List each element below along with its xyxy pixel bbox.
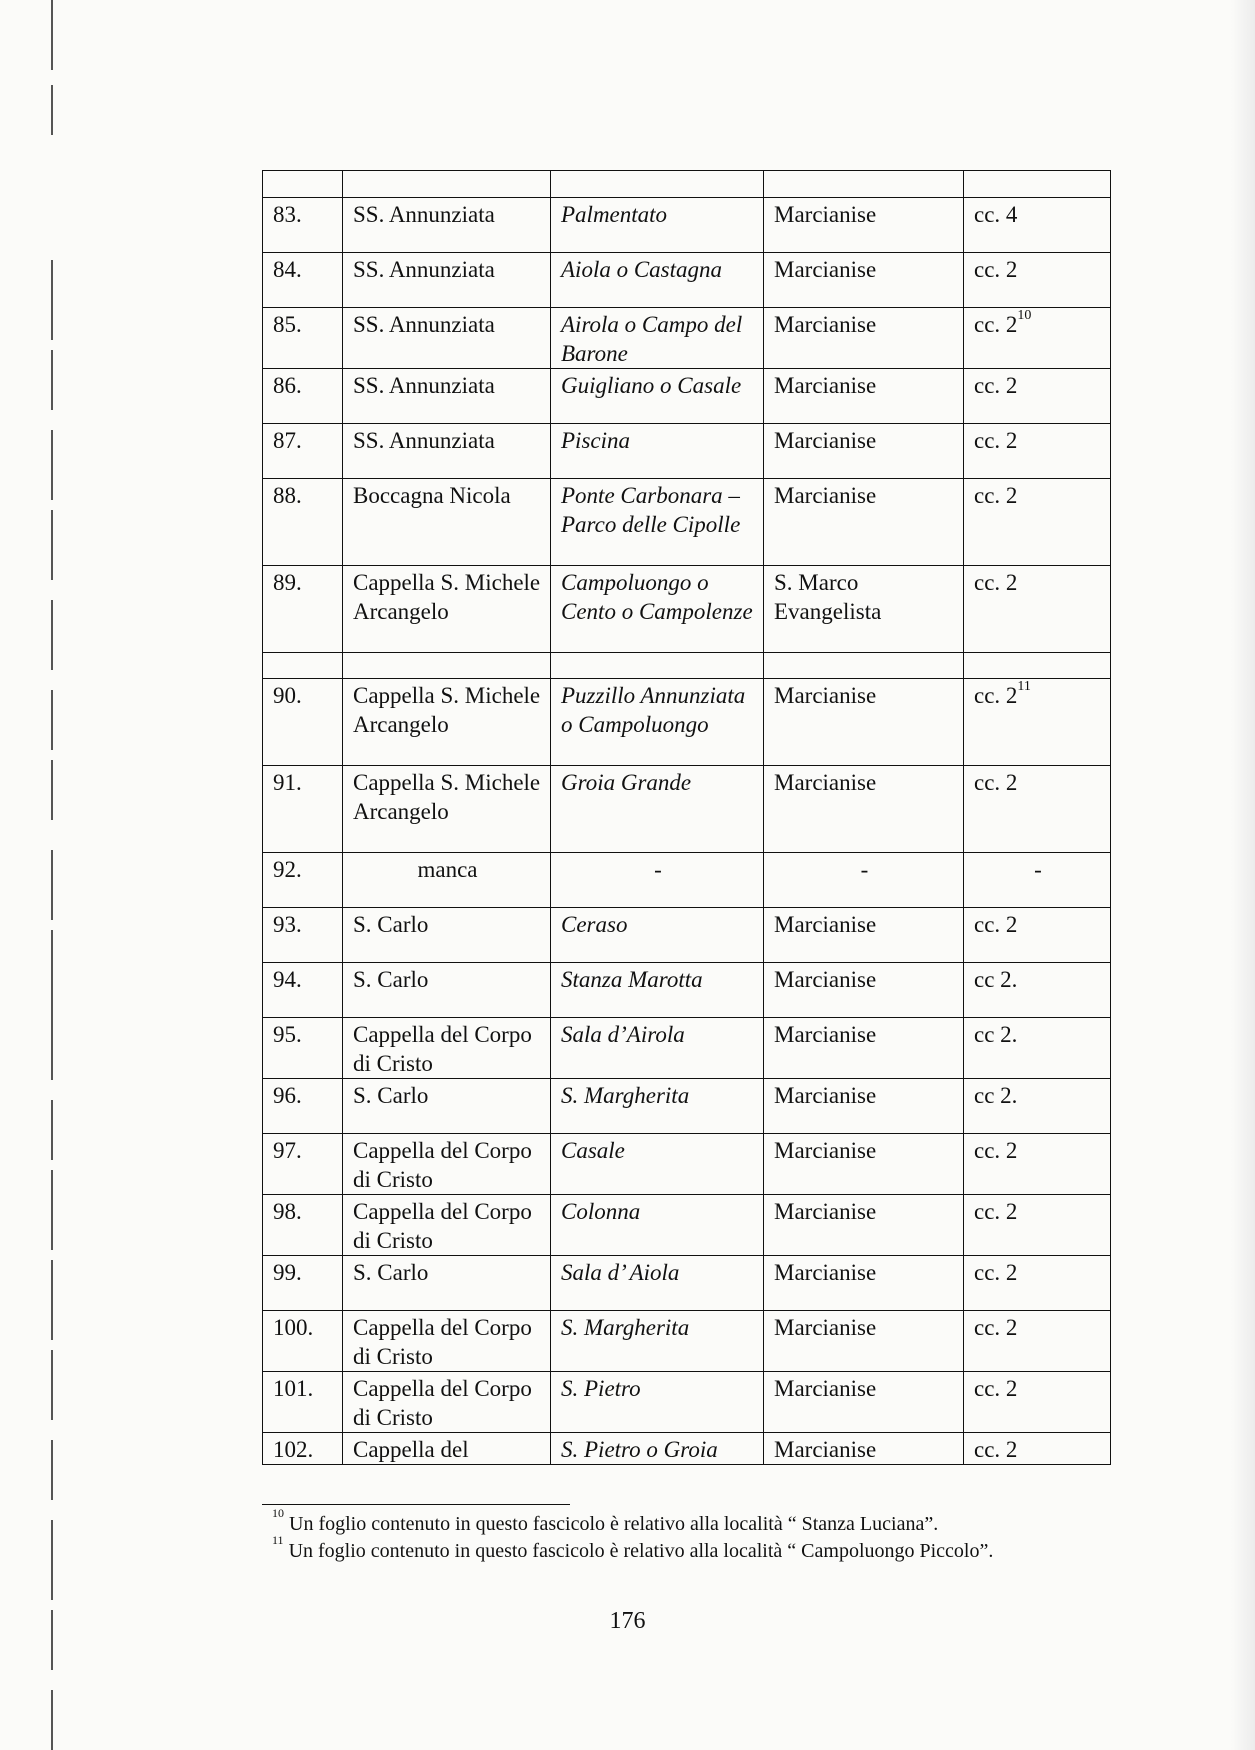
row-owner: [343, 424, 551, 479]
row-sheets: [964, 1018, 1111, 1079]
row-town-text: Marcianise: [774, 912, 877, 937]
row-sheets-text: cc. 2: [974, 570, 1018, 595]
row-locality-text: S. Pietro: [561, 1376, 641, 1401]
row-sheets: [964, 308, 1111, 369]
row-sheets-text: cc. 2: [974, 428, 1018, 453]
table-row: [263, 679, 1111, 766]
row-town: [764, 1018, 964, 1079]
row-sheets: [964, 1311, 1111, 1372]
row-number-text: 102.: [273, 1437, 314, 1462]
footnotes: [272, 1506, 1092, 1565]
row-town-text: Marcianise: [774, 1376, 877, 1401]
row-number-text: 94.: [273, 967, 302, 992]
row-town-text: Marcianise: [774, 770, 877, 795]
footnote-rule: [262, 1504, 570, 1505]
row-town-text: Marcianise: [774, 1260, 877, 1285]
row-owner-text: S. Carlo: [353, 912, 429, 937]
row-sheets: [964, 198, 1111, 253]
footnote-text: Un foglio contenuto in questo fascicolo è relativo alla località “ Campoluongo Piccolo”.: [288, 1540, 994, 1562]
table-row: [263, 1134, 1111, 1195]
row-owner: [343, 1134, 551, 1195]
row-sheets-text: cc 2.: [974, 1083, 1018, 1108]
row-town-text: Marcianise: [774, 1199, 877, 1224]
row-sheets: [964, 1433, 1111, 1465]
table-row: [263, 198, 1111, 253]
row-number-text: 92.: [273, 857, 302, 882]
row-locality: [551, 853, 764, 908]
row-town-text: Marcianise: [774, 1315, 877, 1340]
row-sheets: [964, 1256, 1111, 1311]
row-sheets-text: cc 2.: [974, 1022, 1018, 1047]
row-town: [764, 766, 964, 853]
row-number-text: 97.: [273, 1138, 302, 1163]
row-locality: [551, 369, 764, 424]
table-row: [263, 424, 1111, 479]
row-locality: [551, 253, 764, 308]
row-number: [263, 566, 343, 653]
row-town-text: Marcianise: [774, 428, 877, 453]
row-number-text: 88.: [273, 483, 302, 508]
table-row: [263, 479, 1111, 566]
row-owner: [343, 1256, 551, 1311]
row-owner: [343, 479, 551, 566]
row-sheets-text: cc. 2: [974, 912, 1018, 937]
row-number-text: 101.: [273, 1376, 314, 1401]
row-sheets-text: cc. 2: [974, 373, 1018, 398]
table-row: [263, 963, 1111, 1018]
row-town-text: Marcianise: [774, 1083, 877, 1108]
row-town: [764, 424, 964, 479]
row-locality-text: Stanza Marotta: [561, 967, 703, 992]
row-number-text: 100.: [273, 1315, 314, 1340]
footnote-text: Un foglio contenuto in questo fascicolo è relativo alla località “ Stanza Luciana”.: [289, 1513, 939, 1535]
row-locality: [551, 766, 764, 853]
row-number: [263, 198, 343, 253]
row-owner-text: S. Carlo: [353, 967, 429, 992]
row-owner-text: Cappella S. Michele Arcangelo: [353, 683, 541, 737]
row-owner: [343, 1311, 551, 1372]
row-owner: [343, 198, 551, 253]
row-town: [764, 1372, 964, 1433]
table-row: [263, 566, 1111, 653]
row-locality: [551, 908, 764, 963]
row-owner-text: SS. Annunziata: [353, 202, 495, 227]
row-town-text: S. Marco Evangelista: [774, 570, 882, 624]
row-locality-text: Ponte Carbonara – Parco delle Cipolle: [561, 483, 741, 537]
row-sheets-text: cc. 2: [974, 1199, 1018, 1224]
row-sheets-text: cc 2.: [974, 967, 1018, 992]
row-owner-text: Boccagna Nicola: [353, 483, 511, 508]
row-locality-text: Groia Grande: [561, 770, 692, 795]
footnote: [272, 1506, 1092, 1538]
row-sheets-text: cc. 2: [974, 312, 1018, 337]
row-number-text: 96.: [273, 1083, 302, 1108]
table-row: [263, 1372, 1111, 1433]
row-town: [764, 963, 964, 1018]
table-row: [263, 1256, 1111, 1311]
row-sheets: [964, 479, 1111, 566]
row-sheets-text: cc. 2: [974, 1138, 1018, 1163]
row-number: [263, 1195, 343, 1256]
row-locality-text: -: [654, 857, 662, 882]
footnote-number: 11: [272, 1533, 284, 1548]
row-town: [764, 308, 964, 369]
row-town-text: Marcianise: [774, 1437, 877, 1462]
row-number: [263, 308, 343, 369]
row-owner: [343, 1079, 551, 1134]
row-owner: [343, 853, 551, 908]
row-town-text: Marcianise: [774, 373, 877, 398]
row-owner: [343, 963, 551, 1018]
row-owner-text: SS. Annunziata: [353, 428, 495, 453]
row-town: [764, 1134, 964, 1195]
row-number-text: 91.: [273, 770, 302, 795]
row-locality-text: S. Margherita: [561, 1083, 690, 1108]
row-number: [263, 479, 343, 566]
row-locality-text: Colonna: [561, 1199, 641, 1224]
row-town: [764, 1079, 964, 1134]
row-sheets: [964, 1372, 1111, 1433]
row-number: [263, 679, 343, 766]
row-locality: [551, 1018, 764, 1079]
row-sheets-text: cc. 2: [974, 1437, 1018, 1462]
row-owner: [343, 908, 551, 963]
table-row-blank: [263, 171, 1111, 198]
row-owner-text: SS. Annunziata: [353, 373, 495, 398]
scan-edge-shadow: [1231, 0, 1255, 1750]
row-number-text: 95.: [273, 1022, 302, 1047]
row-owner-text: Cappella del: [353, 1437, 469, 1462]
row-town: [764, 369, 964, 424]
row-number-text: 99.: [273, 1260, 302, 1285]
row-number-text: 87.: [273, 428, 302, 453]
row-number: [263, 853, 343, 908]
row-sheets: [964, 1134, 1111, 1195]
row-owner-text: Cappella S. Michele Arcangelo: [353, 770, 541, 824]
row-town: [764, 198, 964, 253]
row-town-text: Marcianise: [774, 483, 877, 508]
row-owner: [343, 308, 551, 369]
table-row: [263, 1433, 1111, 1465]
row-town-text: -: [860, 857, 869, 882]
row-owner-text: manca: [417, 857, 478, 882]
row-number-text: 84.: [273, 257, 302, 282]
row-number-text: 86.: [273, 373, 302, 398]
row-locality: [551, 198, 764, 253]
row-locality-text: Puzzillo Annunziata o Campoluongo: [561, 683, 746, 737]
footnote: [272, 1533, 1092, 1565]
row-town-text: Marcianise: [774, 312, 877, 337]
footnote-ref: 11: [1017, 679, 1031, 695]
row-locality: [551, 679, 764, 766]
row-locality-text: S. Margherita: [561, 1315, 690, 1340]
row-town: [764, 253, 964, 308]
row-town-text: Marcianise: [774, 1138, 877, 1163]
table-row-blank: [263, 653, 1111, 679]
row-owner: [343, 1372, 551, 1433]
row-number: [263, 1018, 343, 1079]
table-row: [263, 853, 1111, 908]
table-row: [263, 369, 1111, 424]
table-row: [263, 253, 1111, 308]
row-number-text: 85.: [273, 312, 302, 337]
row-owner: [343, 566, 551, 653]
row-locality-text: Airola o Campo del Barone: [561, 312, 743, 366]
row-locality: [551, 963, 764, 1018]
row-sheets-text: cc. 2: [974, 1376, 1018, 1401]
row-locality: [551, 308, 764, 369]
row-locality: [551, 479, 764, 566]
row-town-text: Marcianise: [774, 967, 877, 992]
row-owner: [343, 1018, 551, 1079]
row-number: [263, 1134, 343, 1195]
row-sheets-text: cc. 2: [974, 770, 1018, 795]
row-locality: [551, 1433, 764, 1465]
row-sheets-text: cc. 2: [974, 1315, 1018, 1340]
row-owner: [343, 253, 551, 308]
row-number-text: 93.: [273, 912, 302, 937]
row-number: [263, 766, 343, 853]
row-town: [764, 1256, 964, 1311]
row-sheets: [964, 1079, 1111, 1134]
row-sheets-text: cc. 2: [974, 257, 1018, 282]
row-locality: [551, 1195, 764, 1256]
row-town-text: Marcianise: [774, 1022, 877, 1047]
row-number-text: 90.: [273, 683, 302, 708]
row-locality-text: S. Pietro o Groia: [561, 1437, 718, 1462]
inventory-table: [262, 170, 1111, 1465]
row-sheets: [964, 908, 1111, 963]
row-town-text: Marcianise: [774, 202, 877, 227]
row-town: [764, 679, 964, 766]
row-sheets: [964, 253, 1111, 308]
table-row: [263, 908, 1111, 963]
table-row: [263, 766, 1111, 853]
row-owner: [343, 369, 551, 424]
row-owner: [343, 679, 551, 766]
row-owner-text: Cappella del Corpo di Cristo: [353, 1138, 532, 1192]
row-locality: [551, 1079, 764, 1134]
row-town: [764, 1195, 964, 1256]
row-number: [263, 1372, 343, 1433]
row-sheets: [964, 766, 1111, 853]
row-town-text: Marcianise: [774, 257, 877, 282]
binding-holes: [0, 0, 70, 1750]
row-locality: [551, 566, 764, 653]
row-owner-text: Cappella del Corpo di Cristo: [353, 1315, 532, 1369]
row-sheets-text: -: [1034, 857, 1042, 882]
row-sheets: [964, 963, 1111, 1018]
row-number: [263, 963, 343, 1018]
row-sheets: [964, 853, 1111, 908]
table-row: [263, 1018, 1111, 1079]
row-locality-text: Piscina: [561, 428, 630, 453]
row-locality: [551, 424, 764, 479]
row-number-text: 83.: [273, 202, 302, 227]
row-town-text: Marcianise: [774, 683, 877, 708]
row-locality-text: Palmentato: [561, 202, 668, 227]
row-town: [764, 1433, 964, 1465]
row-number: [263, 369, 343, 424]
row-owner: [343, 766, 551, 853]
row-number: [263, 1311, 343, 1372]
row-owner-text: Cappella del Corpo di Cristo: [353, 1376, 532, 1430]
row-locality-text: Aiola o Castagna: [561, 257, 723, 282]
row-locality-text: Sala d’Airola: [561, 1022, 685, 1047]
row-town: [764, 566, 964, 653]
row-number: [263, 1256, 343, 1311]
row-sheets-text: cc. 2: [974, 683, 1018, 708]
row-locality-text: Sala d’ Aiola: [561, 1260, 680, 1285]
table-row: [263, 308, 1111, 369]
row-number-text: 89.: [273, 570, 302, 595]
row-sheets: [964, 566, 1111, 653]
table-row: [263, 1195, 1111, 1256]
row-owner-text: S. Carlo: [353, 1083, 429, 1108]
row-owner-text: S. Carlo: [353, 1260, 429, 1285]
row-town: [764, 1311, 964, 1372]
table-row: [263, 1311, 1111, 1372]
footnote-number: 10: [272, 1506, 284, 1521]
row-number: [263, 1433, 343, 1465]
row-town: [764, 853, 964, 908]
row-locality: [551, 1372, 764, 1433]
row-number-text: 98.: [273, 1199, 302, 1224]
row-locality-text: Casale: [561, 1138, 625, 1163]
row-owner-text: SS. Annunziata: [353, 312, 495, 337]
row-sheets: [964, 1195, 1111, 1256]
row-town: [764, 479, 964, 566]
row-number: [263, 1079, 343, 1134]
row-owner-text: Cappella S. Michele Arcangelo: [353, 570, 541, 624]
row-owner-text: SS. Annunziata: [353, 257, 495, 282]
row-locality-text: Campoluongo o Cento o Campolenze: [561, 570, 753, 624]
row-sheets-text: cc. 4: [974, 202, 1018, 227]
row-owner-text: Cappella del Corpo di Cristo: [353, 1022, 532, 1076]
row-number: [263, 908, 343, 963]
row-locality: [551, 1311, 764, 1372]
page-number: 176: [609, 1608, 646, 1634]
row-owner-text: Cappella del Corpo di Cristo: [353, 1199, 532, 1253]
row-town: [764, 908, 964, 963]
row-sheets-text: cc. 2: [974, 483, 1018, 508]
row-locality: [551, 1256, 764, 1311]
row-sheets: [964, 369, 1111, 424]
row-sheets: [964, 424, 1111, 479]
row-sheets-text: cc. 2: [974, 1260, 1018, 1285]
footnote-ref: 10: [1017, 308, 1032, 324]
row-number: [263, 424, 343, 479]
row-owner: [343, 1195, 551, 1256]
row-locality: [551, 1134, 764, 1195]
row-locality-text: Guigliano o Casale: [561, 373, 742, 398]
row-number: [263, 253, 343, 308]
row-owner: [343, 1433, 551, 1465]
row-locality-text: Ceraso: [561, 912, 628, 937]
row-sheets: [964, 679, 1111, 766]
table-row: [263, 1079, 1111, 1134]
